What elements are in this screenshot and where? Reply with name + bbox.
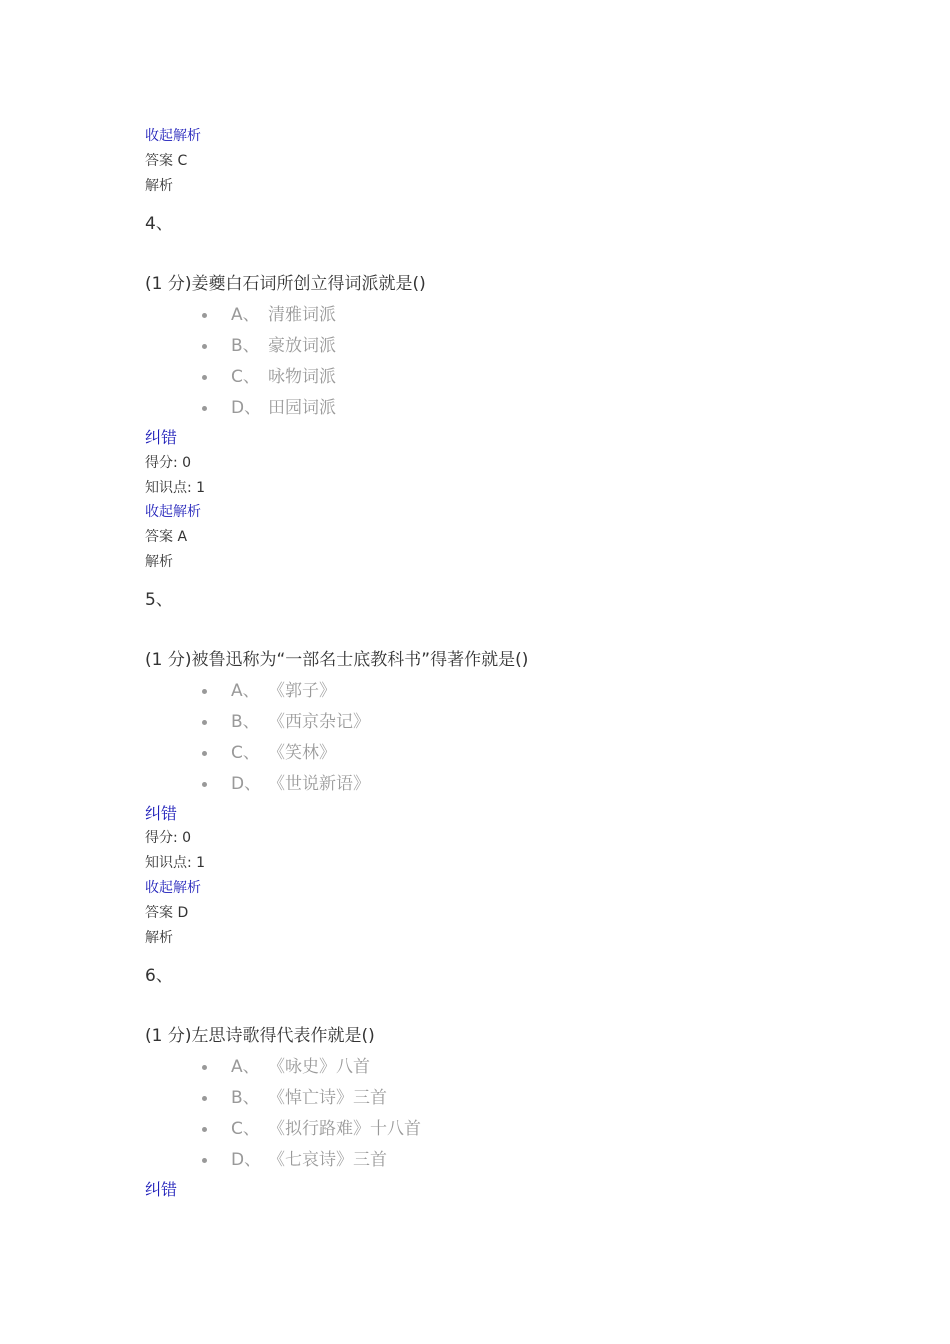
error-report-link[interactable]: 纠错 xyxy=(145,428,178,447)
bullet-icon xyxy=(202,1127,207,1132)
option-text: 咏物词派 xyxy=(268,367,336,387)
collapse-analysis-link[interactable]: 收起解析 xyxy=(145,504,201,520)
option-text: 清雅词派 xyxy=(268,305,336,325)
bullet-icon xyxy=(202,720,207,725)
question-text: (1 分)被鲁迅称为“一部名士底教科书”得著作就是() xyxy=(145,650,529,670)
option-c[interactable] xyxy=(0,1117,700,1141)
option-letter: B、 xyxy=(231,1088,260,1108)
option-a[interactable] xyxy=(0,303,700,327)
option-text: 《咏史》八首 xyxy=(268,1057,370,1077)
option-a[interactable] xyxy=(0,679,700,703)
option-b[interactable] xyxy=(0,334,700,358)
collapse-analysis-link[interactable]: 收起解析 xyxy=(145,128,201,144)
option-letter: C、 xyxy=(231,1119,260,1139)
option-d[interactable] xyxy=(0,1148,700,1172)
question-number: 6、 xyxy=(145,966,173,986)
answer-text: 答案 C xyxy=(145,153,188,169)
option-text: 《拟行路难》十八首 xyxy=(268,1119,421,1139)
question-text: (1 分)姜夔白石词所创立得词派就是() xyxy=(145,274,426,294)
bullet-icon xyxy=(202,313,207,318)
option-letter: D、 xyxy=(231,1150,262,1170)
option-letter: A、 xyxy=(231,305,260,325)
option-c[interactable] xyxy=(0,365,700,389)
question-number: 5、 xyxy=(145,590,173,610)
bullet-icon xyxy=(202,406,207,411)
option-c[interactable] xyxy=(0,741,700,765)
option-letter: D、 xyxy=(231,398,262,418)
option-letter: B、 xyxy=(231,336,260,356)
option-text: 《悼亡诗》三首 xyxy=(268,1088,387,1108)
score-text: 得分: 0 xyxy=(145,830,192,846)
option-d[interactable] xyxy=(0,396,700,420)
error-report-link[interactable]: 纠错 xyxy=(145,804,178,823)
option-text: 《笑林》 xyxy=(268,743,336,763)
bullet-icon xyxy=(202,689,207,694)
question-text: (1 分)左思诗歌得代表作就是() xyxy=(145,1026,375,1046)
bullet-icon xyxy=(202,344,207,349)
bullet-icon xyxy=(202,1096,207,1101)
option-letter: C、 xyxy=(231,367,260,387)
option-text: 田园词派 xyxy=(268,398,336,418)
answer-text: 答案 D xyxy=(145,905,189,921)
bullet-icon xyxy=(202,1158,207,1163)
option-d[interactable] xyxy=(0,772,700,796)
option-text: 《郭子》 xyxy=(268,681,336,701)
option-a[interactable] xyxy=(0,1055,700,1079)
bullet-icon xyxy=(202,1065,207,1070)
bullet-icon xyxy=(202,751,207,756)
collapse-analysis-link[interactable]: 收起解析 xyxy=(145,880,201,896)
bullet-icon xyxy=(202,782,207,787)
analysis-label: 解析 xyxy=(145,554,173,570)
option-b[interactable] xyxy=(0,710,700,734)
option-letter: A、 xyxy=(231,681,260,701)
bullet-icon xyxy=(202,375,207,380)
option-text: 《七哀诗》三首 xyxy=(268,1150,387,1170)
option-text: 豪放词派 xyxy=(268,336,336,356)
option-letter: B、 xyxy=(231,712,260,732)
knowledge-point-text: 知识点: 1 xyxy=(145,480,206,496)
option-letter: D、 xyxy=(231,774,262,794)
score-text: 得分: 0 xyxy=(145,455,192,471)
analysis-label: 解析 xyxy=(145,930,173,946)
question-number: 4、 xyxy=(145,214,173,234)
option-text: 《西京杂记》 xyxy=(268,712,370,732)
option-text: 《世说新语》 xyxy=(268,774,370,794)
option-letter: C、 xyxy=(231,743,260,763)
analysis-label: 解析 xyxy=(145,178,173,194)
option-letter: A、 xyxy=(231,1057,260,1077)
knowledge-point-text: 知识点: 1 xyxy=(145,855,206,871)
option-b[interactable] xyxy=(0,1086,700,1110)
error-report-link[interactable]: 纠错 xyxy=(145,1180,178,1199)
answer-text: 答案 A xyxy=(145,529,188,545)
